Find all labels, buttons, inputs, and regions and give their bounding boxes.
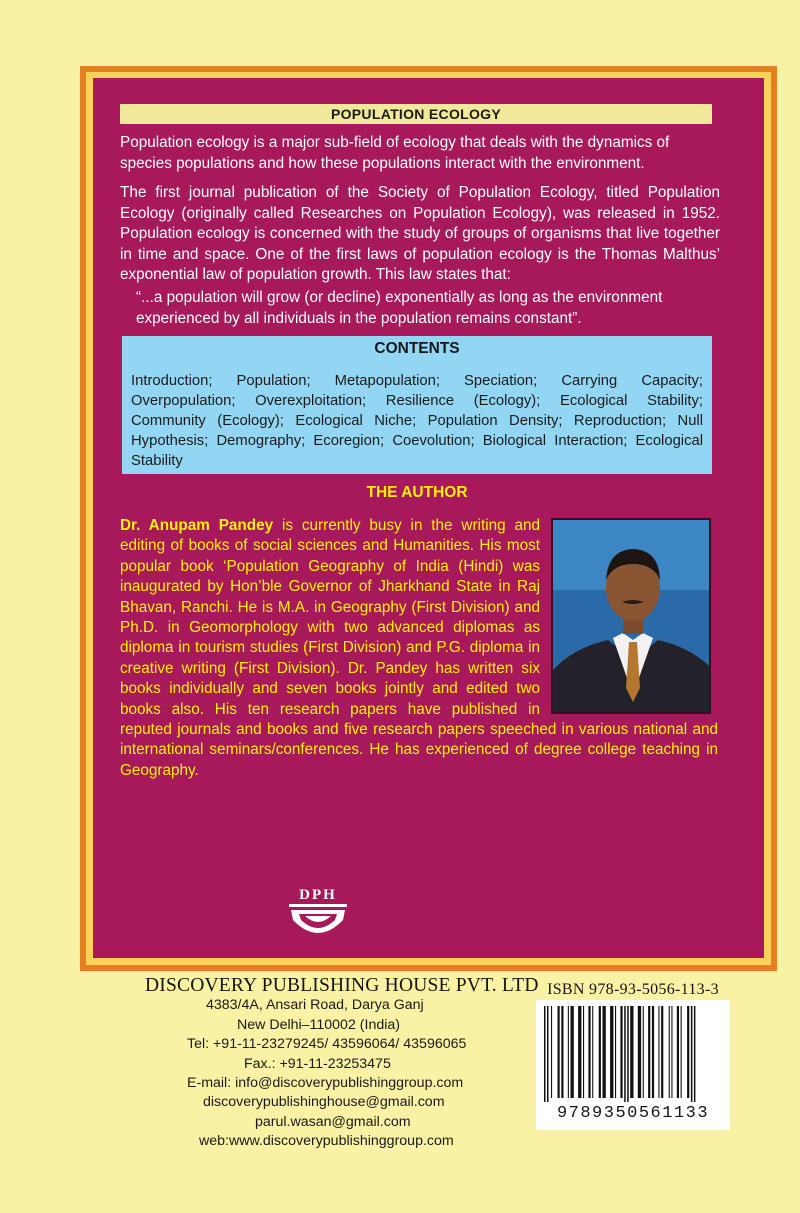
barcode-bar	[615, 1006, 616, 1098]
barcode-bar	[691, 1006, 693, 1102]
contents-title: CONTENTS	[374, 340, 460, 357]
barcode-bar	[624, 1006, 626, 1102]
barcode-bar	[588, 1006, 590, 1098]
barcode-bar	[661, 1006, 663, 1098]
barcode-bar	[671, 1006, 672, 1098]
barcode-bar	[652, 1006, 654, 1098]
barcode-bar	[599, 1006, 601, 1098]
author-bio: is currently busy in the writing and editing of books of social sciences and Humanities. His most popular book ‘Population Geography of India (Hindi) was inaugurated by Hon’ble Governor of Jharkhand State in Raj Bhavan, Ranchi. He is M.A. in Geography (First Division) and Ph.D. in Geomorphology with two advanced diplomas as diploma in tourism studies (First Division) and P.G. diploma in creative writing (First Division). Dr. Pandey has written six books individually and seven books jointly and edited two books also. His ten research papers have published in reputed journals and books and five research papers speeched in various national and international seminars/conferences. He has experienced of degree college teaching in Geography.	[120, 517, 718, 779]
barcode-bar	[669, 1006, 670, 1098]
barcode-bar	[583, 1006, 584, 1098]
author-portrait-image	[553, 520, 711, 714]
publisher-name: DISCOVERY PUBLISHING HOUSE PVT. LTD	[145, 975, 539, 996]
barcode-bar	[630, 1006, 633, 1098]
publisher-telephone: Tel: +91-11-23279245/ 43596064/ 43596065	[187, 1036, 467, 1052]
barcode-bar	[561, 1006, 563, 1098]
barcode-bar	[620, 1006, 622, 1098]
barcode-bar	[558, 1006, 560, 1098]
section-title: POPULATION ECOLOGY	[120, 104, 712, 124]
author-photo	[551, 518, 711, 714]
publisher-fax: Fax.: +91-11-23253475	[244, 1056, 391, 1072]
barcode-bar	[578, 1006, 581, 1098]
barcode-bar	[571, 1006, 574, 1098]
barcode-bars	[536, 1000, 730, 1106]
barcode-bar	[677, 1006, 679, 1098]
contents-list: Introduction; Population; Metapopulation; Speciation; Carrying Capacity; Overpopulation; Overexploitation; Resilience (Ecology); Ecological Stability; Community (Ecology); Ecological Niche; Population Density; Reproduction; Null Hypothesis; Demography; Ecoregion; Coevolution; Biological Interaction; Ecological Stability	[131, 373, 703, 469]
isbn-label: ISBN 978-93-5056-113-3	[547, 981, 719, 998]
barcode-bar	[568, 1006, 569, 1098]
barcode-bar	[638, 1006, 641, 1098]
publisher-address-line2: New Delhi–110002 (India)	[237, 1017, 400, 1033]
barcode-bar	[551, 1006, 552, 1098]
author-name: Dr. Anupam Pandey	[120, 517, 274, 534]
history-paragraph: The first journal publication of the Society of Population Ecology, titled Population Ecology (originally called Researches on Population Ecology), was released in 1952. Population ecology is concerned with the study of groups of organisms that live together in time and space. One of the first laws of population ecology is the Thomas Malthus’ exponential law of population growth. This law states that:	[120, 184, 720, 283]
barcode-bar	[658, 1006, 659, 1098]
intro-paragraph: Population ecology is a major sub-field of ecology that deals with the dynamics of species populations and how these populations interact with the environment.	[120, 134, 670, 172]
barcode-bar	[687, 1006, 689, 1098]
barcode-number: 9789350561133	[536, 1104, 730, 1123]
barcode-bar	[592, 1006, 593, 1098]
publisher-email-1: E-mail: info@discoverypublishinggroup.com	[187, 1075, 464, 1091]
barcode-bar	[643, 1006, 644, 1098]
malthus-quote: “...a population will grow (or decline) exponentially as long as the environment experienced by all individuals in the population remains constant”.	[136, 289, 663, 327]
publisher-website: web:www.discoverypublishinggroup.com	[199, 1133, 454, 1149]
author-heading: THE AUTHOR	[366, 484, 468, 501]
barcode-bar	[544, 1006, 546, 1102]
logo-text: DPH	[299, 887, 337, 903]
dph-logo	[283, 884, 353, 944]
barcode-bar	[627, 1006, 629, 1102]
barcode-bar	[547, 1006, 549, 1102]
barcode-bar	[648, 1006, 650, 1098]
publisher-address-line1: 4383/4A, Ansari Road, Darya Ganj	[206, 997, 424, 1013]
barcode-bar	[694, 1006, 696, 1102]
publisher-email-2: discoverypublishinghouse@gmail.com	[203, 1094, 445, 1110]
barcode-bar	[610, 1006, 613, 1098]
publisher-email-3: parul.wasan@gmail.com	[255, 1114, 411, 1130]
barcode-bar	[603, 1006, 606, 1098]
barcode-bar	[681, 1006, 682, 1098]
